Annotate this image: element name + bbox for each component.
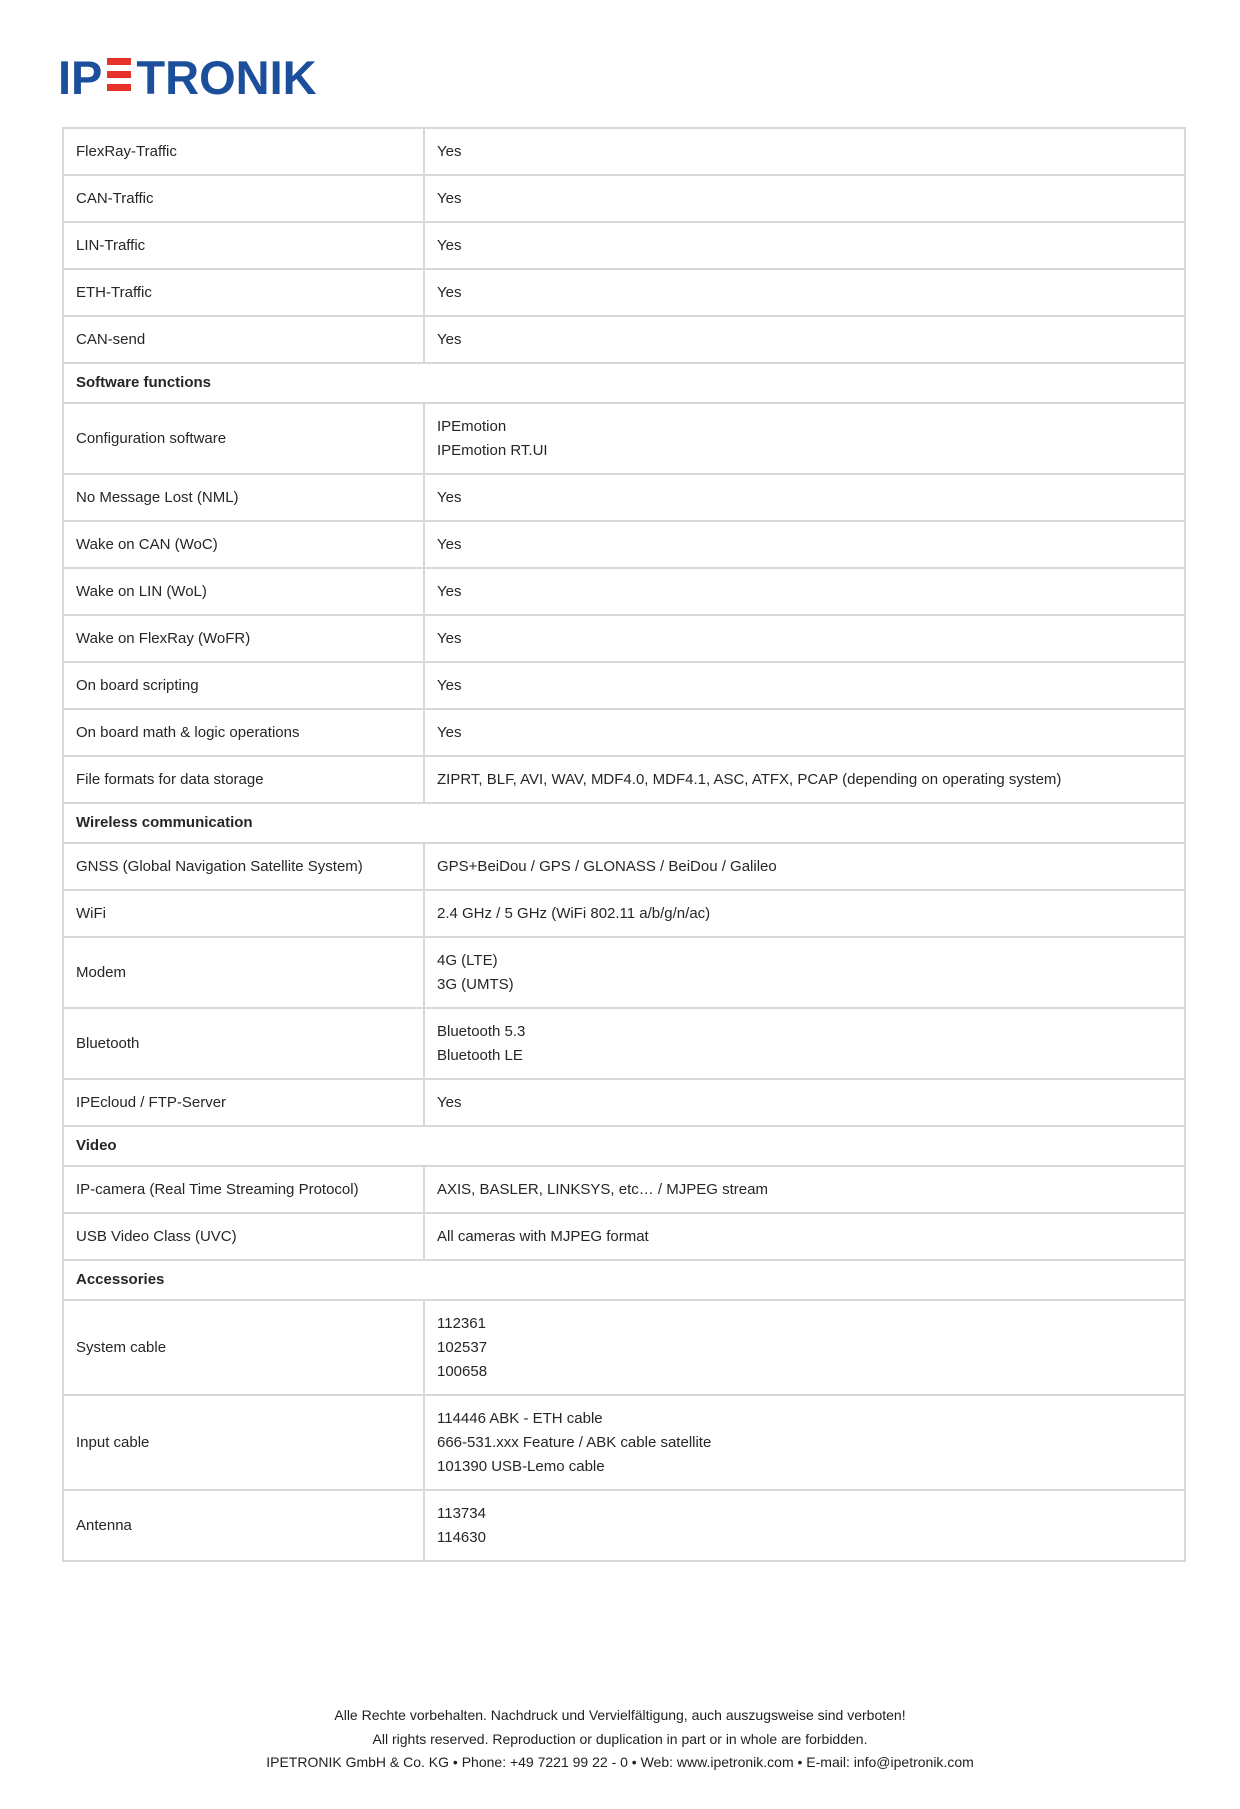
spec-value-line: Yes [437,1093,462,1111]
spec-value [424,662,1185,709]
section-row [63,1126,1185,1166]
spec-row [63,269,1185,316]
spec-value [424,1079,1185,1126]
spec-value-line: 100658 [437,1362,488,1380]
footer-line-english: All rights reserved. Reproduction or duplication in part or in whole are forbidden. [372,1730,868,1747]
section-row [63,803,1185,843]
spec-row [63,890,1185,937]
spec-value [424,474,1185,521]
spec-row [63,1008,1185,1079]
spec-value [424,269,1185,316]
spec-value [424,890,1185,937]
spec-value-line: Yes [437,283,462,301]
spec-row [63,403,1185,474]
spec-value-line: 666-531.xxx Feature / ABK cable satellite [437,1433,712,1451]
section-title: Wireless communication [63,803,1185,843]
spec-row [63,222,1185,269]
spec-value-line: IPEmotion RT.UI [437,441,548,459]
spec-label: System cable [63,1300,424,1395]
spec-value-line: 4G (LTE) [437,951,498,969]
spec-value [424,843,1185,890]
spec-table-body [63,128,1185,1561]
ipetronik-logo [58,51,1240,104]
section-row [63,363,1185,403]
spec-label: Modem [63,937,424,1008]
spec-value-line: AXIS, BASLER, LINKSYS, etc… / MJPEG stream [437,1180,768,1198]
spec-value [424,222,1185,269]
spec-label: IP-camera (Real Time Streaming Protocol) [63,1166,424,1213]
spec-row [63,1213,1185,1260]
spec-value [424,175,1185,222]
spec-value-line: Yes [437,330,462,348]
spec-label: Bluetooth [63,1008,424,1079]
spec-value [424,756,1185,803]
spec-row [63,1490,1185,1561]
spec-label: On board math & logic operations [63,709,424,756]
spec-value-line: Bluetooth 5.3 [437,1022,526,1040]
spec-row [63,937,1185,1008]
spec-value-line: All cameras with MJPEG format [437,1227,649,1245]
spec-label: Configuration software [63,403,424,474]
spec-value-line: ZIPRT, BLF, AVI, WAV, MDF4.0, MDF4.1, ASC, ATFX, PCAP (depending on operating system) [437,770,1062,788]
spec-label: Antenna [63,1490,424,1561]
spec-value-line: 3G (UMTS) [437,975,514,993]
spec-value-line: IPEmotion [437,417,507,435]
spec-label: On board scripting [63,662,424,709]
spec-row [63,1300,1185,1395]
spec-label: USB Video Class (UVC) [63,1213,424,1260]
spec-row [63,175,1185,222]
spec-row [63,709,1185,756]
spec-value [424,1490,1185,1561]
spec-row [63,316,1185,363]
spec-row [63,521,1185,568]
spec-label: CAN-Traffic [63,175,424,222]
spec-value-line: Yes [437,629,462,647]
spec-value-line: Yes [437,676,462,694]
spec-value-line: GPS+BeiDou / GPS / GLONASS / BeiDou / Galileo [437,857,777,875]
spec-row [63,1166,1185,1213]
spec-label: Wake on LIN (WoL) [63,568,424,615]
spec-value-line: Yes [437,582,462,600]
spec-value-line: 101390 USB-Lemo cable [437,1457,605,1475]
section-title: Accessories [63,1260,1185,1300]
spec-row [63,474,1185,521]
spec-value-line: 2.4 GHz / 5 GHz (WiFi 802.11 a/b/g/n/ac) [437,904,711,922]
spec-value [424,403,1185,474]
spec-value-line: 113734 [437,1504,486,1522]
spec-value [424,709,1185,756]
datasheet-page [0,51,1240,1770]
spec-row [63,128,1185,175]
spec-value-line: 114630 [437,1528,486,1546]
spec-value [424,568,1185,615]
spec-value-line: 114446 ABK - ETH cable [437,1409,603,1427]
section-title: Software functions [63,363,1185,403]
spec-label: Wake on CAN (WoC) [63,521,424,568]
spec-value [424,521,1185,568]
section-row [63,1260,1185,1300]
spec-label: CAN-send [63,316,424,363]
spec-value [424,1395,1185,1490]
section-title: Video [63,1126,1185,1166]
spec-label: GNSS (Global Navigation Satellite System) [63,843,424,890]
logo-text-tronik: TRONIK [136,51,317,104]
spec-value-line: Yes [437,723,462,741]
spec-label: File formats for data storage [63,756,424,803]
spec-label: FlexRay-Traffic [63,128,424,175]
spec-value-line: Bluetooth LE [437,1046,523,1064]
spec-value [424,128,1185,175]
footer-line-contact: IPETRONIK GmbH & Co. KG • Phone: +49 7221 99 22 - 0 • Web: www.ipetronik.com • E-mail: info@ipetronik.com [266,1754,974,1770]
spec-value [424,937,1185,1008]
spec-value [424,1008,1185,1079]
footer-line-german: Alle Rechte vorbehalten. Nachdruck und Vervielfältigung, auch auszugsweise sind verboten! [334,1707,906,1723]
spec-value-line: 102537 [437,1338,488,1356]
spec-label: LIN-Traffic [63,222,424,269]
spec-row [63,662,1185,709]
logo-e-bars-icon [107,58,131,91]
spec-label: Input cable [63,1395,424,1490]
spec-label: WiFi [63,890,424,937]
spec-value-line: Yes [437,142,462,160]
spec-value-line: Yes [437,535,462,553]
spec-value [424,1166,1185,1213]
spec-label: Wake on FlexRay (WoFR) [63,615,424,662]
spec-value-line: 112361 [437,1314,486,1332]
spec-table [62,127,1186,1562]
spec-row [63,843,1185,890]
logo-text-ip: IP [58,51,103,104]
spec-label: ETH-Traffic [63,269,424,316]
spec-row [63,615,1185,662]
spec-row [63,756,1185,803]
spec-label: No Message Lost (NML) [63,474,424,521]
spec-value [424,1300,1185,1395]
spec-value-line: Yes [437,488,462,506]
spec-label: IPEcloud / FTP-Server [63,1079,424,1126]
spec-value [424,316,1185,363]
spec-value-line: Yes [437,236,462,254]
spec-row [63,1079,1185,1126]
spec-row [63,1395,1185,1490]
spec-value [424,1213,1185,1260]
spec-value [424,615,1185,662]
page-footer [0,1704,1240,1775]
spec-value-line: Yes [437,189,462,207]
spec-row [63,568,1185,615]
